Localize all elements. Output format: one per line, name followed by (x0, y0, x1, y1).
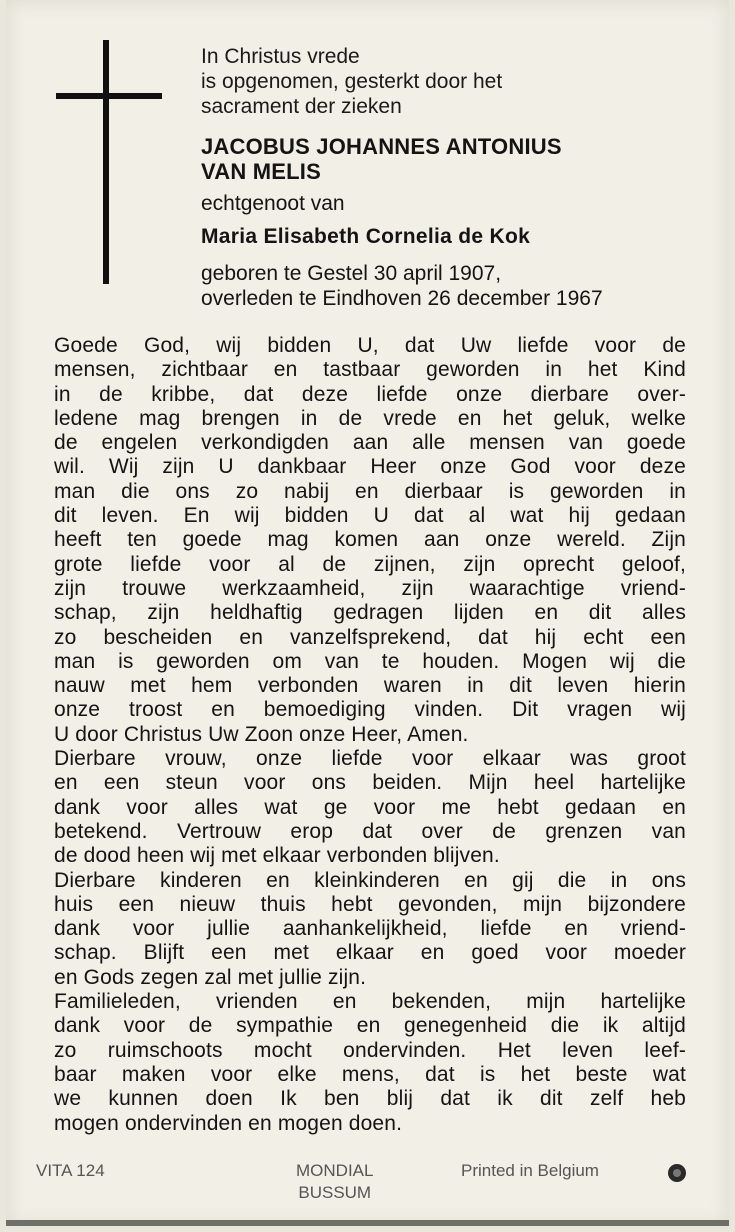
opening-line: In Christus vrede (201, 45, 360, 68)
printed-note: Printed in Belgium (461, 1161, 599, 1180)
prayer-line: man is geworden om van te houden. Mogen wij die (54, 649, 686, 673)
opening-text (201, 44, 701, 119)
prayer-line: heeft ten goede mag komen aan onze wereld. Zijn (54, 528, 686, 552)
prayer-line: de dood heen wij met elkaar verbonden blijven. (54, 844, 500, 868)
prayer-line: Dierbare kinderen en kleinkinderen en gij die in ons (54, 868, 686, 892)
prayer-line: ledene mag brengen in de vrede en het geluk, welke (54, 406, 686, 430)
prayer-line: grote liefde voor al de zijnen, zijn oprecht geloof, (54, 552, 686, 576)
publisher-city: BUSSUM (298, 1183, 372, 1202)
prayer-line: Dierbare vrouw, onze liefde voor elkaar was groot (54, 747, 686, 771)
card-edge (6, 1220, 729, 1226)
prayer-line: dank voor jullie aanhankelijkheid, liefde en vriend- (54, 917, 686, 941)
name-line: JACOBUS JOHANNES ANTONIUS (201, 134, 562, 159)
prayer-line: onze troost en bemoediging vinden. Dit vragen wij (54, 698, 686, 722)
prayer-line: zo bescheiden en vanzelfsprekend, dat hij echt een (54, 625, 686, 649)
prayer-line: nauw met hem verbonden waren in dit leven hierin (54, 674, 686, 698)
opening-line: sacrament der zieken (201, 95, 402, 118)
memorial-card (6, 0, 729, 1226)
publisher-name: MONDIAL (296, 1161, 374, 1180)
cross-icon-bar (56, 93, 162, 99)
prayer-line: baar maken voor elke mens, dat is het beste wat (54, 1062, 686, 1086)
publisher (296, 1160, 373, 1204)
prayer-line: en een steun voor ons beiden. Mijn heel hartelijke (54, 771, 686, 795)
prayer-text (54, 334, 686, 1136)
name-line: VAN MELIS (201, 159, 321, 184)
prayer-line: zijn trouwe werkzaamheid, zijn waarachtige vriend- (54, 576, 686, 600)
prayer-line: mensen, zichtbaar en tastbaar geworden in het Kind (54, 358, 686, 382)
prayer-line: wil. Wij zijn U dankbaar Heer onze God voor deze (54, 455, 686, 479)
prayer-line: de engelen verkondigden aan alle mensen van goede (54, 431, 686, 455)
card-code: VITA 124 (36, 1161, 105, 1180)
prayer-line: dank voor alles wat ge voor me hebt gedaan en (54, 795, 686, 819)
prayer-line: en Gods zegen zal met jullie zijn. (54, 965, 367, 989)
opening-line: is opgenomen, gesterkt door het (201, 70, 503, 93)
prayer-line: Familieleden, vrienden en bekenden, mijn hartelijke (54, 990, 686, 1014)
birth-date: geboren te Gestel 30 april 1907, (201, 262, 502, 285)
prayer-line: huis een nieuw thuis hebt gevonden, mijn bijzondere (54, 892, 686, 916)
prayer-line: betekend. Vertrouw erop dat over de grenzen van (54, 819, 686, 843)
prayer-line: we kunnen doen Ik ben blij dat ik dit zelf heb (54, 1087, 686, 1111)
prayer-line: schap, zijn heldhaftig gedragen lijden en dit alles (54, 601, 686, 625)
prayer-line: Goede God, wij bidden U, dat Uw liefde voor de (54, 334, 686, 357)
prayer-line: U door Christus Uw Zoon onze Heer, Amen. (54, 722, 469, 746)
prayer-line: schap. Blijft een met elkaar en goed voor moeder (54, 941, 686, 965)
prayer-line: dank voor de sympathie en genegenheid die ik altijd (54, 1014, 686, 1038)
death-date: overleden te Eindhoven 26 december 1967 (201, 287, 603, 310)
life-dates (201, 261, 711, 311)
deceased-name (201, 134, 701, 184)
prayer-line: zo ruimschoots mocht ondervinden. Het leven leef- (54, 1038, 686, 1062)
prayer-line: in de kribbe, dat deze liefde onze dierbare over- (54, 382, 686, 406)
cross-icon (103, 40, 109, 284)
spouse-label: echtgenoot van (201, 192, 345, 215)
prayer-line: mogen ondervinden en mogen doen. (54, 1111, 403, 1135)
printer-logo-icon (668, 1164, 686, 1182)
prayer-line: man die ons zo nabij en dierbaar is geworden in (54, 479, 686, 503)
spouse-name: Maria Elisabeth Cornelia de Kok (201, 225, 531, 248)
prayer-line: dit leven. En wij bidden U dat al wat hij gedaan (54, 504, 686, 528)
